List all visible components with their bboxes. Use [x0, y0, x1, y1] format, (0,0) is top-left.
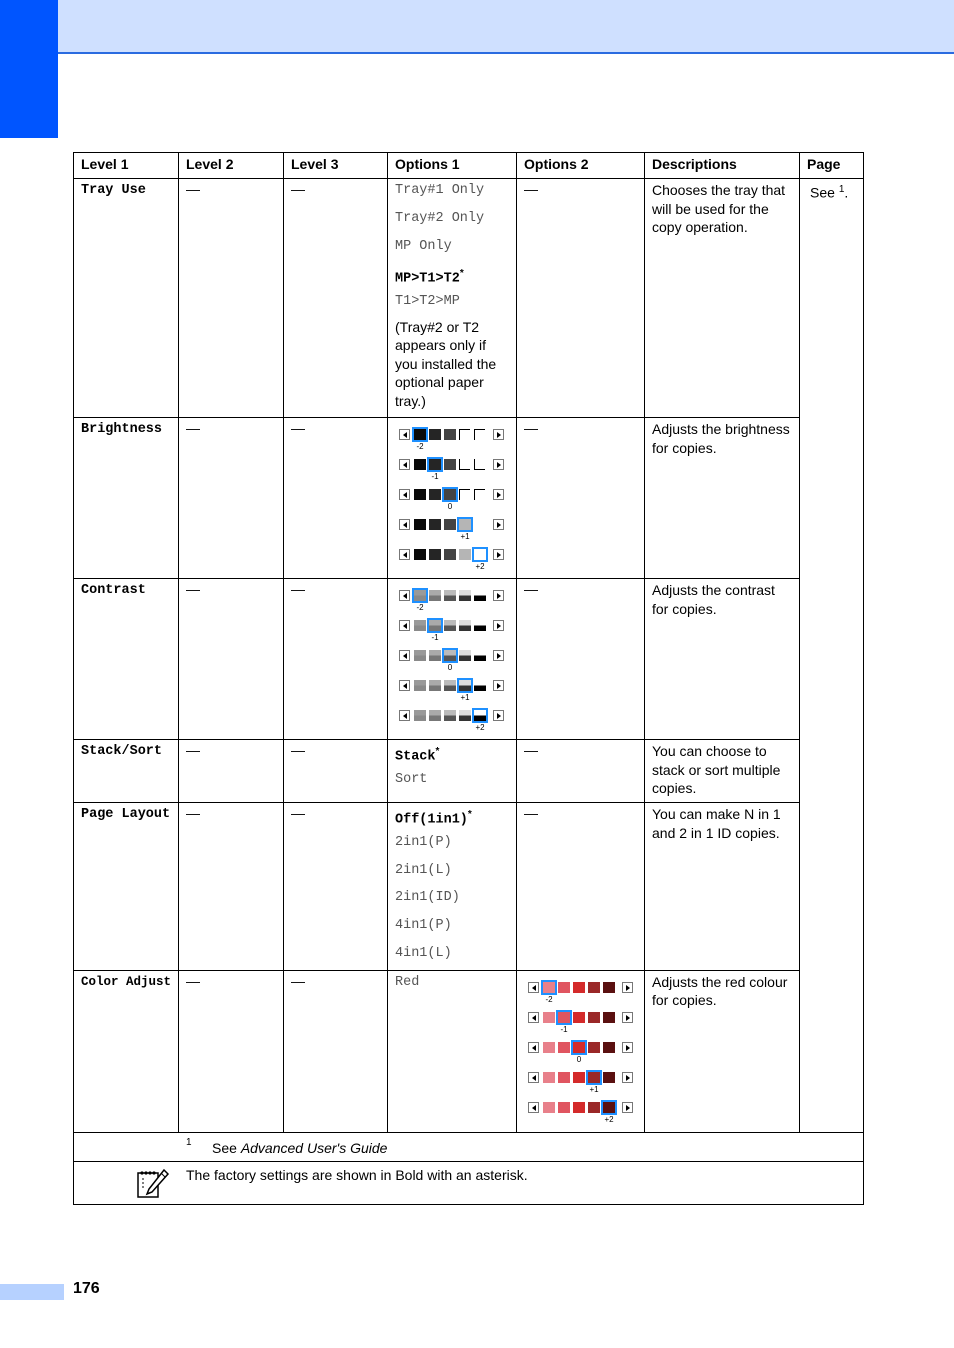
gauge-swatch: [543, 1072, 555, 1083]
gauge-swatch: [474, 590, 486, 601]
option-item: T1>T2>MP: [395, 294, 460, 310]
gauge-swatch: [474, 620, 486, 631]
page-ref-sup: 1: [838, 184, 845, 195]
brightness-gauge: [399, 428, 506, 458]
row-stack-sort: [74, 740, 864, 803]
right-arrow-icon: [622, 1102, 633, 1113]
gauge-swatch: [558, 1102, 570, 1113]
left-arrow-icon: [399, 459, 410, 470]
gauge-swatch: [543, 1012, 555, 1023]
left-arrow-icon: [399, 489, 410, 500]
option-text: Stack: [395, 749, 436, 765]
left-arrow-icon: [528, 1072, 539, 1083]
gauge-swatch: [474, 650, 486, 661]
brightness-gauge: [399, 518, 506, 548]
level1-label: Brightness: [81, 422, 163, 437]
footnote-number: 1: [186, 1136, 192, 1148]
menu-table-wrapper: [73, 152, 863, 1205]
options2-dash: —: [524, 420, 538, 436]
options2-dash: —: [524, 742, 538, 758]
option-item: 2in1(ID): [395, 890, 460, 906]
level1-label: Color Adjust: [81, 974, 172, 989]
gauge-swatch: [444, 680, 456, 691]
gauge-selection: [427, 618, 443, 633]
right-arrow-icon: [493, 620, 504, 631]
option-item: 4in1(P): [395, 918, 452, 934]
note-text: The factory settings are shown in Bold with an asterisk.: [186, 1166, 528, 1183]
level2-dash: —: [186, 181, 200, 197]
description: You can make N in 1 and 2 in 1 ID copies.: [652, 806, 781, 841]
menu-table: [73, 152, 864, 1205]
header-band: [0, 0, 954, 54]
gauge-swatch: [444, 459, 456, 470]
right-arrow-icon: [493, 459, 504, 470]
gauge-swatch: [543, 1042, 555, 1053]
right-arrow-icon: [493, 590, 504, 601]
red-gauge: [528, 1041, 635, 1071]
option-item: Tray#2 Only: [395, 210, 485, 226]
footnote: [74, 1133, 863, 1161]
gauge-swatch: [459, 620, 471, 631]
gauge-selection: [472, 547, 488, 562]
gauge-swatch: [414, 549, 426, 560]
right-arrow-icon: [493, 489, 504, 500]
gauge-selection: [571, 1040, 587, 1055]
gauge-selection: [601, 1100, 617, 1115]
gauge-level-label: +2: [604, 1114, 614, 1124]
gauge-line: [474, 459, 485, 470]
gauge-swatch: [573, 1102, 585, 1113]
row-tray-use: [74, 179, 864, 418]
row-page-layout: [74, 803, 864, 971]
option-item-default: [388, 262, 516, 290]
table-header-row: [74, 153, 864, 179]
options2-dash: —: [524, 805, 538, 821]
gauge-line: [459, 459, 470, 470]
gauge-swatch: [459, 549, 471, 560]
gauge-selection: [412, 427, 428, 442]
gauge-level-label: 0: [576, 1054, 582, 1064]
gauge-swatch: [429, 549, 441, 560]
footnote-text: [212, 1140, 387, 1156]
red-gauge: [528, 1011, 635, 1041]
contrast-gauge: [399, 589, 506, 619]
brightness-gauge: [399, 488, 506, 518]
contrast-gauges: [388, 579, 516, 735]
red-gauges: [517, 971, 644, 1127]
option-item: 4in1(L): [395, 945, 452, 961]
left-arrow-icon: [528, 1102, 539, 1113]
gauge-swatch: [459, 650, 471, 661]
gauge-swatch: [444, 710, 456, 721]
gauge-swatch: [414, 459, 426, 470]
contrast-gauge: [399, 649, 506, 679]
gauge-swatch: [603, 1012, 615, 1023]
level2-dash: —: [186, 581, 200, 597]
gauge-swatch: [573, 982, 585, 993]
header-level1: Level 1: [74, 153, 179, 179]
footnote-prefix: See: [212, 1139, 241, 1156]
gauge-swatch: [573, 1012, 585, 1023]
header-options2: Options 2: [517, 153, 645, 179]
header-descriptions: Descriptions: [645, 153, 800, 179]
right-arrow-icon: [622, 982, 633, 993]
gauge-swatch: [573, 1072, 585, 1083]
gauge-swatch: [459, 710, 471, 721]
option-item: Sort: [395, 771, 428, 787]
gauge-level-label: -1: [431, 472, 439, 481]
brightness-gauge: [399, 548, 506, 574]
left-arrow-icon: [399, 710, 410, 721]
gauge-level-label: +1: [589, 1084, 599, 1094]
tray-note: (Tray#2 or T2 appears only if you installed the optional paper tray.): [395, 318, 497, 409]
level2-dash: —: [186, 742, 200, 758]
gauge-level-label: -2: [416, 603, 424, 612]
gauge-level-label: +2: [475, 723, 485, 732]
option-item-default: [388, 803, 516, 831]
row-color-adjust: [74, 970, 864, 1132]
description: Adjusts the contrast for copies.: [652, 582, 775, 617]
options2-dash: —: [524, 581, 538, 597]
level3-dash: —: [291, 420, 305, 436]
option-item-default: [388, 740, 516, 768]
header-level2: Level 2: [179, 153, 284, 179]
left-arrow-icon: [399, 519, 410, 530]
red-gauge: [528, 1101, 635, 1127]
left-arrow-icon: [399, 549, 410, 560]
gauge-swatch: [603, 1072, 615, 1083]
right-arrow-icon: [493, 710, 504, 721]
gauge-swatch: [429, 710, 441, 721]
level3-dash: —: [291, 581, 305, 597]
row-brightness: [74, 418, 864, 579]
right-arrow-icon: [622, 1042, 633, 1053]
level2-dash: —: [186, 972, 200, 989]
level1-label: Contrast: [81, 583, 146, 598]
left-arrow-icon: [528, 1012, 539, 1023]
right-arrow-icon: [493, 429, 504, 440]
gauge-line: [459, 429, 470, 440]
gauge-swatch: [414, 519, 426, 530]
level3-dash: —: [291, 972, 305, 989]
gauge-swatch: [558, 1042, 570, 1053]
gauge-level-label: +2: [475, 562, 485, 571]
row-contrast: [74, 579, 864, 740]
right-arrow-icon: [493, 680, 504, 691]
option-item: 2in1(P): [395, 834, 452, 850]
option-item: Tray#1 Only: [395, 183, 485, 198]
gauge-swatch: [414, 650, 426, 661]
gauge-swatch: [588, 982, 600, 993]
gauge-swatch: [474, 680, 486, 691]
gauge-swatch: [474, 519, 486, 530]
right-arrow-icon: [493, 650, 504, 661]
gauge-swatch: [429, 489, 441, 500]
level1-label: Stack/Sort: [81, 744, 163, 759]
right-arrow-icon: [622, 1012, 633, 1023]
default-asterisk: *: [459, 268, 464, 280]
gauge-swatch: [444, 620, 456, 631]
brightness-gauge: [399, 458, 506, 488]
description: Adjusts the brightness for copies.: [652, 421, 790, 456]
description: Chooses the tray that will be used for the copy operation.: [652, 182, 786, 235]
option-text: Off(1in1): [395, 812, 468, 828]
left-arrow-icon: [528, 1042, 539, 1053]
default-asterisk: *: [467, 809, 472, 820]
option-item: 2in1(L): [395, 862, 452, 878]
chapter-tab: [0, 0, 58, 138]
left-arrow-icon: [399, 680, 410, 691]
level1-label: Tray Use: [81, 183, 146, 198]
header-level3: Level 3: [284, 153, 388, 179]
brightness-gauges: [388, 418, 516, 574]
option-item: Red: [395, 974, 420, 990]
left-arrow-icon: [399, 590, 410, 601]
right-arrow-icon: [622, 1072, 633, 1083]
gauge-swatch: [444, 429, 456, 440]
red-gauge: [528, 981, 635, 1011]
gauge-swatch: [588, 1042, 600, 1053]
option-text: MP>T1>T2: [395, 271, 460, 287]
right-arrow-icon: [493, 549, 504, 560]
gauge-swatch: [429, 650, 441, 661]
gauge-swatch: [414, 620, 426, 631]
red-gauge: [528, 1071, 635, 1101]
gauge-level-label: -1: [431, 633, 439, 642]
page-number: 176: [73, 1280, 100, 1297]
left-arrow-icon: [528, 982, 539, 993]
left-arrow-icon: [399, 620, 410, 631]
level2-dash: —: [186, 420, 200, 436]
gauge-level-label: +1: [460, 693, 470, 702]
gauge-selection: [556, 1010, 572, 1025]
gauge-swatch: [558, 1072, 570, 1083]
gauge-selection: [457, 678, 473, 693]
gauge-line: [459, 489, 470, 500]
gauge-line: [474, 429, 485, 440]
gauge-level-label: +1: [460, 532, 470, 541]
page-number-band: [0, 1284, 64, 1300]
note-row: [74, 1161, 864, 1204]
gauge-level-label: -2: [416, 442, 424, 451]
right-arrow-icon: [493, 519, 504, 530]
left-arrow-icon: [399, 429, 410, 440]
description: Adjusts the red colour for copies.: [652, 973, 788, 1009]
footnote-title: Advanced User's Guide: [240, 1139, 388, 1156]
gauge-swatch: [558, 982, 570, 993]
gauge-swatch: [429, 590, 441, 601]
option-item: MP Only: [395, 238, 452, 254]
gauge-selection: [541, 980, 557, 995]
gauge-selection: [427, 457, 443, 472]
gauge-swatch: [429, 680, 441, 691]
contrast-gauge: [399, 709, 506, 735]
gauge-swatch: [543, 1102, 555, 1113]
gauge-swatch: [414, 680, 426, 691]
default-asterisk: *: [435, 746, 440, 757]
gauge-swatch: [414, 710, 426, 721]
header-page: Page: [800, 153, 864, 179]
description: You can choose to stack or sort multiple copies.: [652, 743, 781, 796]
contrast-gauge: [399, 619, 506, 649]
gauge-level-label: 0: [447, 663, 453, 672]
level2-dash: —: [186, 805, 200, 821]
gauge-selection: [442, 648, 458, 663]
gauge-level-label: -1: [560, 1024, 568, 1034]
page-ref-prefix: See: [810, 184, 839, 201]
gauge-selection: [472, 708, 488, 723]
options2-dash: —: [524, 181, 538, 197]
level3-dash: —: [291, 181, 305, 197]
page-column: [800, 179, 864, 1133]
footnote-row: [74, 1132, 864, 1161]
level3-dash: —: [291, 805, 305, 821]
gauge-swatch: [459, 590, 471, 601]
note-pencil-icon: [136, 1168, 170, 1200]
gauge-swatch: [429, 519, 441, 530]
gauge-swatch: [414, 489, 426, 500]
gauge-swatch: [444, 549, 456, 560]
gauge-line: [474, 489, 485, 500]
gauge-swatch: [588, 1012, 600, 1023]
gauge-swatch: [603, 1042, 615, 1053]
left-arrow-icon: [399, 650, 410, 661]
gauge-swatch: [444, 590, 456, 601]
gauge-swatch: [444, 519, 456, 530]
level1-label: Page Layout: [81, 807, 171, 822]
page-ref-suffix: .: [844, 184, 849, 201]
gauge-selection: [442, 487, 458, 502]
gauge-swatch: [429, 429, 441, 440]
header-options1: Options 1: [388, 153, 517, 179]
note: [74, 1162, 863, 1204]
level3-dash: —: [291, 742, 305, 758]
contrast-gauge: [399, 679, 506, 709]
gauge-level-label: -2: [545, 994, 553, 1004]
gauge-selection: [457, 517, 473, 532]
gauge-selection: [412, 588, 428, 603]
gauge-level-label: 0: [447, 502, 453, 511]
gauge-selection: [586, 1070, 602, 1085]
gauge-swatch: [588, 1102, 600, 1113]
page-reference: [800, 179, 863, 201]
gauge-swatch: [603, 982, 615, 993]
